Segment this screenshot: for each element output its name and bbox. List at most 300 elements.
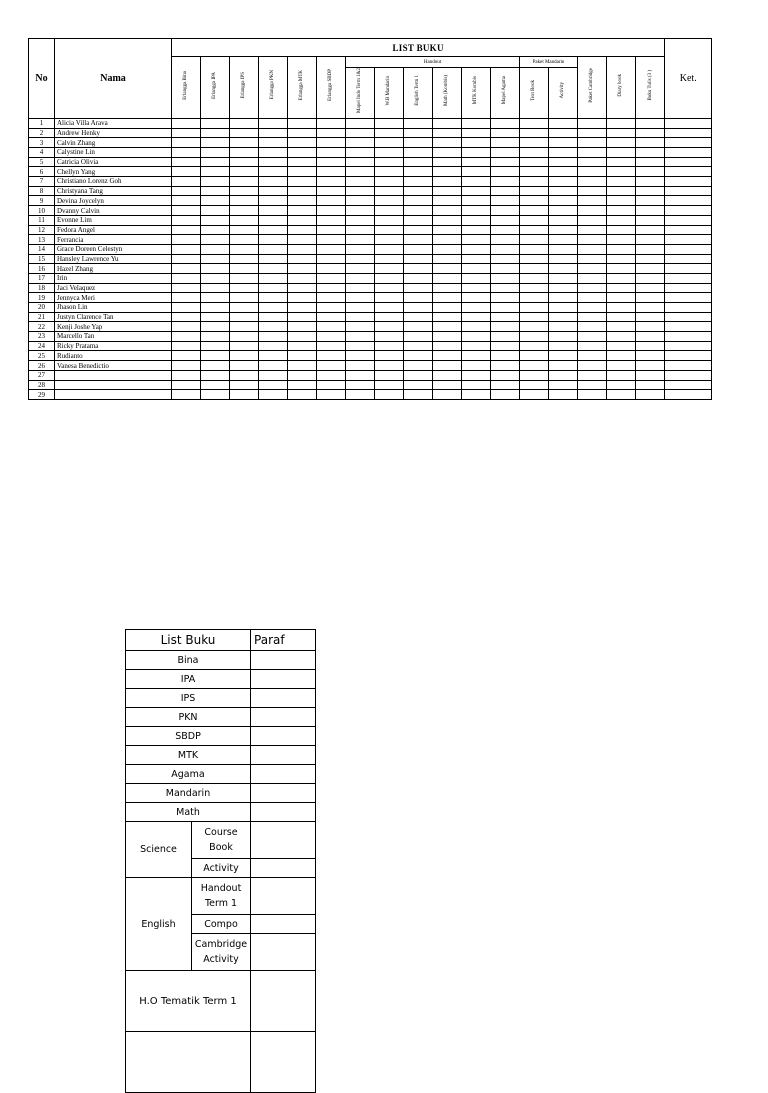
ket-cell[interactable] — [665, 370, 712, 380]
check-cell[interactable] — [317, 215, 346, 225]
check-cell[interactable] — [578, 206, 607, 216]
check-cell[interactable] — [172, 167, 201, 177]
check-cell[interactable] — [636, 118, 665, 128]
check-cell[interactable] — [375, 118, 404, 128]
check-cell[interactable] — [520, 167, 549, 177]
check-cell[interactable] — [230, 303, 259, 313]
paraf-cell[interactable] — [251, 689, 316, 708]
check-cell[interactable] — [636, 303, 665, 313]
paraf-cell[interactable] — [251, 859, 316, 878]
check-cell[interactable] — [375, 177, 404, 187]
check-cell[interactable] — [317, 235, 346, 245]
check-cell[interactable] — [520, 332, 549, 342]
check-cell[interactable] — [259, 138, 288, 148]
check-cell[interactable] — [288, 264, 317, 274]
check-cell[interactable] — [404, 186, 433, 196]
check-cell[interactable] — [433, 341, 462, 351]
check-cell[interactable] — [317, 148, 346, 158]
check-cell[interactable] — [317, 293, 346, 303]
check-cell[interactable] — [230, 254, 259, 264]
check-cell[interactable] — [607, 303, 636, 313]
check-cell[interactable] — [288, 215, 317, 225]
check-cell[interactable] — [462, 341, 491, 351]
check-cell[interactable] — [317, 303, 346, 313]
check-cell[interactable] — [404, 332, 433, 342]
check-cell[interactable] — [520, 361, 549, 371]
check-cell[interactable] — [636, 322, 665, 332]
check-cell[interactable] — [636, 370, 665, 380]
check-cell[interactable] — [607, 380, 636, 390]
check-cell[interactable] — [578, 341, 607, 351]
paraf-cell[interactable] — [251, 746, 316, 765]
check-cell[interactable] — [462, 283, 491, 293]
check-cell[interactable] — [346, 380, 375, 390]
check-cell[interactable] — [578, 235, 607, 245]
ket-cell[interactable] — [665, 283, 712, 293]
check-cell[interactable] — [433, 303, 462, 313]
check-cell[interactable] — [462, 148, 491, 158]
check-cell[interactable] — [549, 148, 578, 158]
check-cell[interactable] — [172, 332, 201, 342]
ket-cell[interactable] — [665, 138, 712, 148]
check-cell[interactable] — [549, 138, 578, 148]
check-cell[interactable] — [375, 225, 404, 235]
check-cell[interactable] — [201, 322, 230, 332]
check-cell[interactable] — [346, 157, 375, 167]
check-cell[interactable] — [172, 235, 201, 245]
check-cell[interactable] — [230, 322, 259, 332]
check-cell[interactable] — [607, 225, 636, 235]
check-cell[interactable] — [520, 118, 549, 128]
check-cell[interactable] — [201, 244, 230, 254]
check-cell[interactable] — [607, 206, 636, 216]
check-cell[interactable] — [462, 118, 491, 128]
check-cell[interactable] — [491, 390, 520, 400]
check-cell[interactable] — [288, 196, 317, 206]
check-cell[interactable] — [491, 322, 520, 332]
ket-cell[interactable] — [665, 380, 712, 390]
check-cell[interactable] — [288, 118, 317, 128]
check-cell[interactable] — [288, 167, 317, 177]
check-cell[interactable] — [172, 293, 201, 303]
check-cell[interactable] — [607, 254, 636, 264]
check-cell[interactable] — [259, 273, 288, 283]
check-cell[interactable] — [462, 322, 491, 332]
check-cell[interactable] — [636, 196, 665, 206]
check-cell[interactable] — [230, 380, 259, 390]
check-cell[interactable] — [230, 361, 259, 371]
check-cell[interactable] — [230, 128, 259, 138]
check-cell[interactable] — [462, 293, 491, 303]
check-cell[interactable] — [288, 341, 317, 351]
check-cell[interactable] — [288, 361, 317, 371]
check-cell[interactable] — [491, 235, 520, 245]
check-cell[interactable] — [346, 118, 375, 128]
ket-cell[interactable] — [665, 206, 712, 216]
check-cell[interactable] — [375, 370, 404, 380]
check-cell[interactable] — [491, 167, 520, 177]
check-cell[interactable] — [462, 167, 491, 177]
check-cell[interactable] — [404, 254, 433, 264]
check-cell[interactable] — [346, 273, 375, 283]
check-cell[interactable] — [433, 380, 462, 390]
check-cell[interactable] — [520, 206, 549, 216]
check-cell[interactable] — [288, 283, 317, 293]
check-cell[interactable] — [636, 148, 665, 158]
check-cell[interactable] — [433, 206, 462, 216]
check-cell[interactable] — [317, 244, 346, 254]
check-cell[interactable] — [201, 196, 230, 206]
check-cell[interactable] — [259, 196, 288, 206]
check-cell[interactable] — [578, 390, 607, 400]
check-cell[interactable] — [172, 390, 201, 400]
check-cell[interactable] — [578, 312, 607, 322]
check-cell[interactable] — [288, 303, 317, 313]
check-cell[interactable] — [636, 225, 665, 235]
check-cell[interactable] — [259, 177, 288, 187]
check-cell[interactable] — [346, 303, 375, 313]
check-cell[interactable] — [636, 177, 665, 187]
check-cell[interactable] — [375, 138, 404, 148]
check-cell[interactable] — [259, 215, 288, 225]
check-cell[interactable] — [636, 293, 665, 303]
check-cell[interactable] — [549, 264, 578, 274]
check-cell[interactable] — [578, 167, 607, 177]
check-cell[interactable] — [491, 196, 520, 206]
check-cell[interactable] — [230, 283, 259, 293]
check-cell[interactable] — [462, 177, 491, 187]
check-cell[interactable] — [230, 225, 259, 235]
check-cell[interactable] — [433, 177, 462, 187]
check-cell[interactable] — [230, 312, 259, 322]
check-cell[interactable] — [201, 206, 230, 216]
check-cell[interactable] — [172, 177, 201, 187]
check-cell[interactable] — [346, 167, 375, 177]
check-cell[interactable] — [375, 244, 404, 254]
check-cell[interactable] — [317, 186, 346, 196]
check-cell[interactable] — [230, 293, 259, 303]
check-cell[interactable] — [317, 370, 346, 380]
check-cell[interactable] — [549, 225, 578, 235]
check-cell[interactable] — [288, 148, 317, 158]
check-cell[interactable] — [230, 148, 259, 158]
check-cell[interactable] — [172, 312, 201, 322]
check-cell[interactable] — [491, 370, 520, 380]
check-cell[interactable] — [520, 380, 549, 390]
check-cell[interactable] — [549, 351, 578, 361]
check-cell[interactable] — [607, 332, 636, 342]
check-cell[interactable] — [462, 380, 491, 390]
check-cell[interactable] — [259, 128, 288, 138]
check-cell[interactable] — [578, 138, 607, 148]
check-cell[interactable] — [230, 235, 259, 245]
check-cell[interactable] — [433, 118, 462, 128]
check-cell[interactable] — [317, 380, 346, 390]
check-cell[interactable] — [491, 128, 520, 138]
check-cell[interactable] — [288, 293, 317, 303]
paraf-cell[interactable] — [251, 971, 316, 1032]
check-cell[interactable] — [636, 206, 665, 216]
check-cell[interactable] — [636, 332, 665, 342]
check-cell[interactable] — [375, 361, 404, 371]
check-cell[interactable] — [462, 244, 491, 254]
check-cell[interactable] — [404, 264, 433, 274]
check-cell[interactable] — [346, 186, 375, 196]
check-cell[interactable] — [636, 244, 665, 254]
check-cell[interactable] — [375, 293, 404, 303]
ket-cell[interactable] — [665, 322, 712, 332]
check-cell[interactable] — [491, 157, 520, 167]
check-cell[interactable] — [288, 322, 317, 332]
check-cell[interactable] — [607, 138, 636, 148]
check-cell[interactable] — [172, 361, 201, 371]
check-cell[interactable] — [636, 128, 665, 138]
check-cell[interactable] — [578, 273, 607, 283]
check-cell[interactable] — [462, 390, 491, 400]
check-cell[interactable] — [549, 273, 578, 283]
check-cell[interactable] — [520, 254, 549, 264]
check-cell[interactable] — [491, 254, 520, 264]
check-cell[interactable] — [259, 148, 288, 158]
check-cell[interactable] — [230, 196, 259, 206]
check-cell[interactable] — [520, 264, 549, 274]
check-cell[interactable] — [607, 370, 636, 380]
check-cell[interactable] — [288, 225, 317, 235]
paraf-cell[interactable] — [251, 651, 316, 670]
check-cell[interactable] — [230, 341, 259, 351]
check-cell[interactable] — [549, 332, 578, 342]
check-cell[interactable] — [520, 370, 549, 380]
check-cell[interactable] — [375, 167, 404, 177]
check-cell[interactable] — [433, 225, 462, 235]
check-cell[interactable] — [578, 186, 607, 196]
check-cell[interactable] — [549, 177, 578, 187]
check-cell[interactable] — [607, 157, 636, 167]
check-cell[interactable] — [404, 118, 433, 128]
check-cell[interactable] — [636, 283, 665, 293]
check-cell[interactable] — [201, 264, 230, 274]
check-cell[interactable] — [259, 157, 288, 167]
check-cell[interactable] — [375, 128, 404, 138]
check-cell[interactable] — [549, 254, 578, 264]
check-cell[interactable] — [520, 341, 549, 351]
check-cell[interactable] — [375, 380, 404, 390]
check-cell[interactable] — [520, 312, 549, 322]
check-cell[interactable] — [172, 138, 201, 148]
check-cell[interactable] — [375, 332, 404, 342]
check-cell[interactable] — [201, 283, 230, 293]
check-cell[interactable] — [520, 177, 549, 187]
check-cell[interactable] — [578, 303, 607, 313]
check-cell[interactable] — [346, 341, 375, 351]
check-cell[interactable] — [346, 206, 375, 216]
check-cell[interactable] — [607, 167, 636, 177]
check-cell[interactable] — [636, 390, 665, 400]
check-cell[interactable] — [259, 186, 288, 196]
check-cell[interactable] — [433, 312, 462, 322]
check-cell[interactable] — [404, 206, 433, 216]
check-cell[interactable] — [433, 235, 462, 245]
check-cell[interactable] — [578, 380, 607, 390]
check-cell[interactable] — [462, 303, 491, 313]
check-cell[interactable] — [259, 244, 288, 254]
check-cell[interactable] — [520, 215, 549, 225]
check-cell[interactable] — [607, 312, 636, 322]
check-cell[interactable] — [172, 273, 201, 283]
check-cell[interactable] — [578, 128, 607, 138]
check-cell[interactable] — [491, 303, 520, 313]
check-cell[interactable] — [346, 215, 375, 225]
check-cell[interactable] — [549, 322, 578, 332]
check-cell[interactable] — [317, 332, 346, 342]
check-cell[interactable] — [375, 312, 404, 322]
check-cell[interactable] — [491, 244, 520, 254]
check-cell[interactable] — [259, 235, 288, 245]
check-cell[interactable] — [230, 206, 259, 216]
check-cell[interactable] — [462, 332, 491, 342]
check-cell[interactable] — [607, 186, 636, 196]
check-cell[interactable] — [607, 322, 636, 332]
check-cell[interactable] — [288, 254, 317, 264]
check-cell[interactable] — [317, 283, 346, 293]
check-cell[interactable] — [636, 138, 665, 148]
check-cell[interactable] — [491, 264, 520, 274]
check-cell[interactable] — [549, 215, 578, 225]
check-cell[interactable] — [433, 273, 462, 283]
check-cell[interactable] — [404, 244, 433, 254]
check-cell[interactable] — [520, 148, 549, 158]
check-cell[interactable] — [549, 186, 578, 196]
check-cell[interactable] — [491, 273, 520, 283]
check-cell[interactable] — [317, 157, 346, 167]
check-cell[interactable] — [230, 177, 259, 187]
check-cell[interactable] — [636, 157, 665, 167]
check-cell[interactable] — [549, 312, 578, 322]
check-cell[interactable] — [201, 351, 230, 361]
check-cell[interactable] — [375, 235, 404, 245]
check-cell[interactable] — [462, 312, 491, 322]
check-cell[interactable] — [201, 303, 230, 313]
check-cell[interactable] — [259, 341, 288, 351]
check-cell[interactable] — [433, 157, 462, 167]
check-cell[interactable] — [201, 167, 230, 177]
check-cell[interactable] — [404, 293, 433, 303]
check-cell[interactable] — [404, 351, 433, 361]
check-cell[interactable] — [230, 138, 259, 148]
check-cell[interactable] — [201, 273, 230, 283]
check-cell[interactable] — [607, 235, 636, 245]
check-cell[interactable] — [375, 215, 404, 225]
check-cell[interactable] — [259, 118, 288, 128]
check-cell[interactable] — [288, 370, 317, 380]
check-cell[interactable] — [578, 332, 607, 342]
check-cell[interactable] — [288, 177, 317, 187]
check-cell[interactable] — [549, 235, 578, 245]
check-cell[interactable] — [346, 196, 375, 206]
ket-cell[interactable] — [665, 341, 712, 351]
check-cell[interactable] — [201, 138, 230, 148]
paraf-cell[interactable] — [251, 934, 316, 971]
check-cell[interactable] — [404, 157, 433, 167]
check-cell[interactable] — [491, 206, 520, 216]
check-cell[interactable] — [578, 351, 607, 361]
check-cell[interactable] — [433, 332, 462, 342]
check-cell[interactable] — [433, 283, 462, 293]
check-cell[interactable] — [433, 215, 462, 225]
check-cell[interactable] — [433, 370, 462, 380]
check-cell[interactable] — [288, 390, 317, 400]
check-cell[interactable] — [462, 370, 491, 380]
check-cell[interactable] — [578, 254, 607, 264]
check-cell[interactable] — [607, 148, 636, 158]
check-cell[interactable] — [288, 351, 317, 361]
check-cell[interactable] — [346, 244, 375, 254]
check-cell[interactable] — [230, 390, 259, 400]
check-cell[interactable] — [201, 380, 230, 390]
check-cell[interactable] — [578, 244, 607, 254]
check-cell[interactable] — [491, 361, 520, 371]
check-cell[interactable] — [462, 206, 491, 216]
check-cell[interactable] — [346, 312, 375, 322]
check-cell[interactable] — [259, 380, 288, 390]
check-cell[interactable] — [346, 128, 375, 138]
check-cell[interactable] — [520, 128, 549, 138]
check-cell[interactable] — [520, 225, 549, 235]
paraf-cell[interactable] — [251, 670, 316, 689]
check-cell[interactable] — [636, 273, 665, 283]
check-cell[interactable] — [520, 138, 549, 148]
check-cell[interactable] — [230, 157, 259, 167]
check-cell[interactable] — [201, 186, 230, 196]
check-cell[interactable] — [462, 196, 491, 206]
check-cell[interactable] — [317, 264, 346, 274]
check-cell[interactable] — [462, 235, 491, 245]
check-cell[interactable] — [520, 390, 549, 400]
check-cell[interactable] — [288, 157, 317, 167]
check-cell[interactable] — [259, 167, 288, 177]
check-cell[interactable] — [578, 283, 607, 293]
check-cell[interactable] — [375, 341, 404, 351]
check-cell[interactable] — [636, 351, 665, 361]
ket-cell[interactable] — [665, 148, 712, 158]
check-cell[interactable] — [375, 157, 404, 167]
check-cell[interactable] — [201, 177, 230, 187]
check-cell[interactable] — [375, 264, 404, 274]
check-cell[interactable] — [462, 215, 491, 225]
check-cell[interactable] — [346, 264, 375, 274]
ket-cell[interactable] — [665, 293, 712, 303]
check-cell[interactable] — [549, 283, 578, 293]
check-cell[interactable] — [317, 128, 346, 138]
check-cell[interactable] — [375, 303, 404, 313]
check-cell[interactable] — [578, 148, 607, 158]
ket-cell[interactable] — [665, 264, 712, 274]
check-cell[interactable] — [491, 293, 520, 303]
check-cell[interactable] — [346, 138, 375, 148]
check-cell[interactable] — [404, 273, 433, 283]
check-cell[interactable] — [607, 264, 636, 274]
check-cell[interactable] — [317, 177, 346, 187]
check-cell[interactable] — [433, 322, 462, 332]
ket-cell[interactable] — [665, 254, 712, 264]
check-cell[interactable] — [549, 361, 578, 371]
check-cell[interactable] — [404, 215, 433, 225]
check-cell[interactable] — [433, 293, 462, 303]
check-cell[interactable] — [549, 370, 578, 380]
check-cell[interactable] — [346, 283, 375, 293]
check-cell[interactable] — [491, 118, 520, 128]
check-cell[interactable] — [172, 128, 201, 138]
